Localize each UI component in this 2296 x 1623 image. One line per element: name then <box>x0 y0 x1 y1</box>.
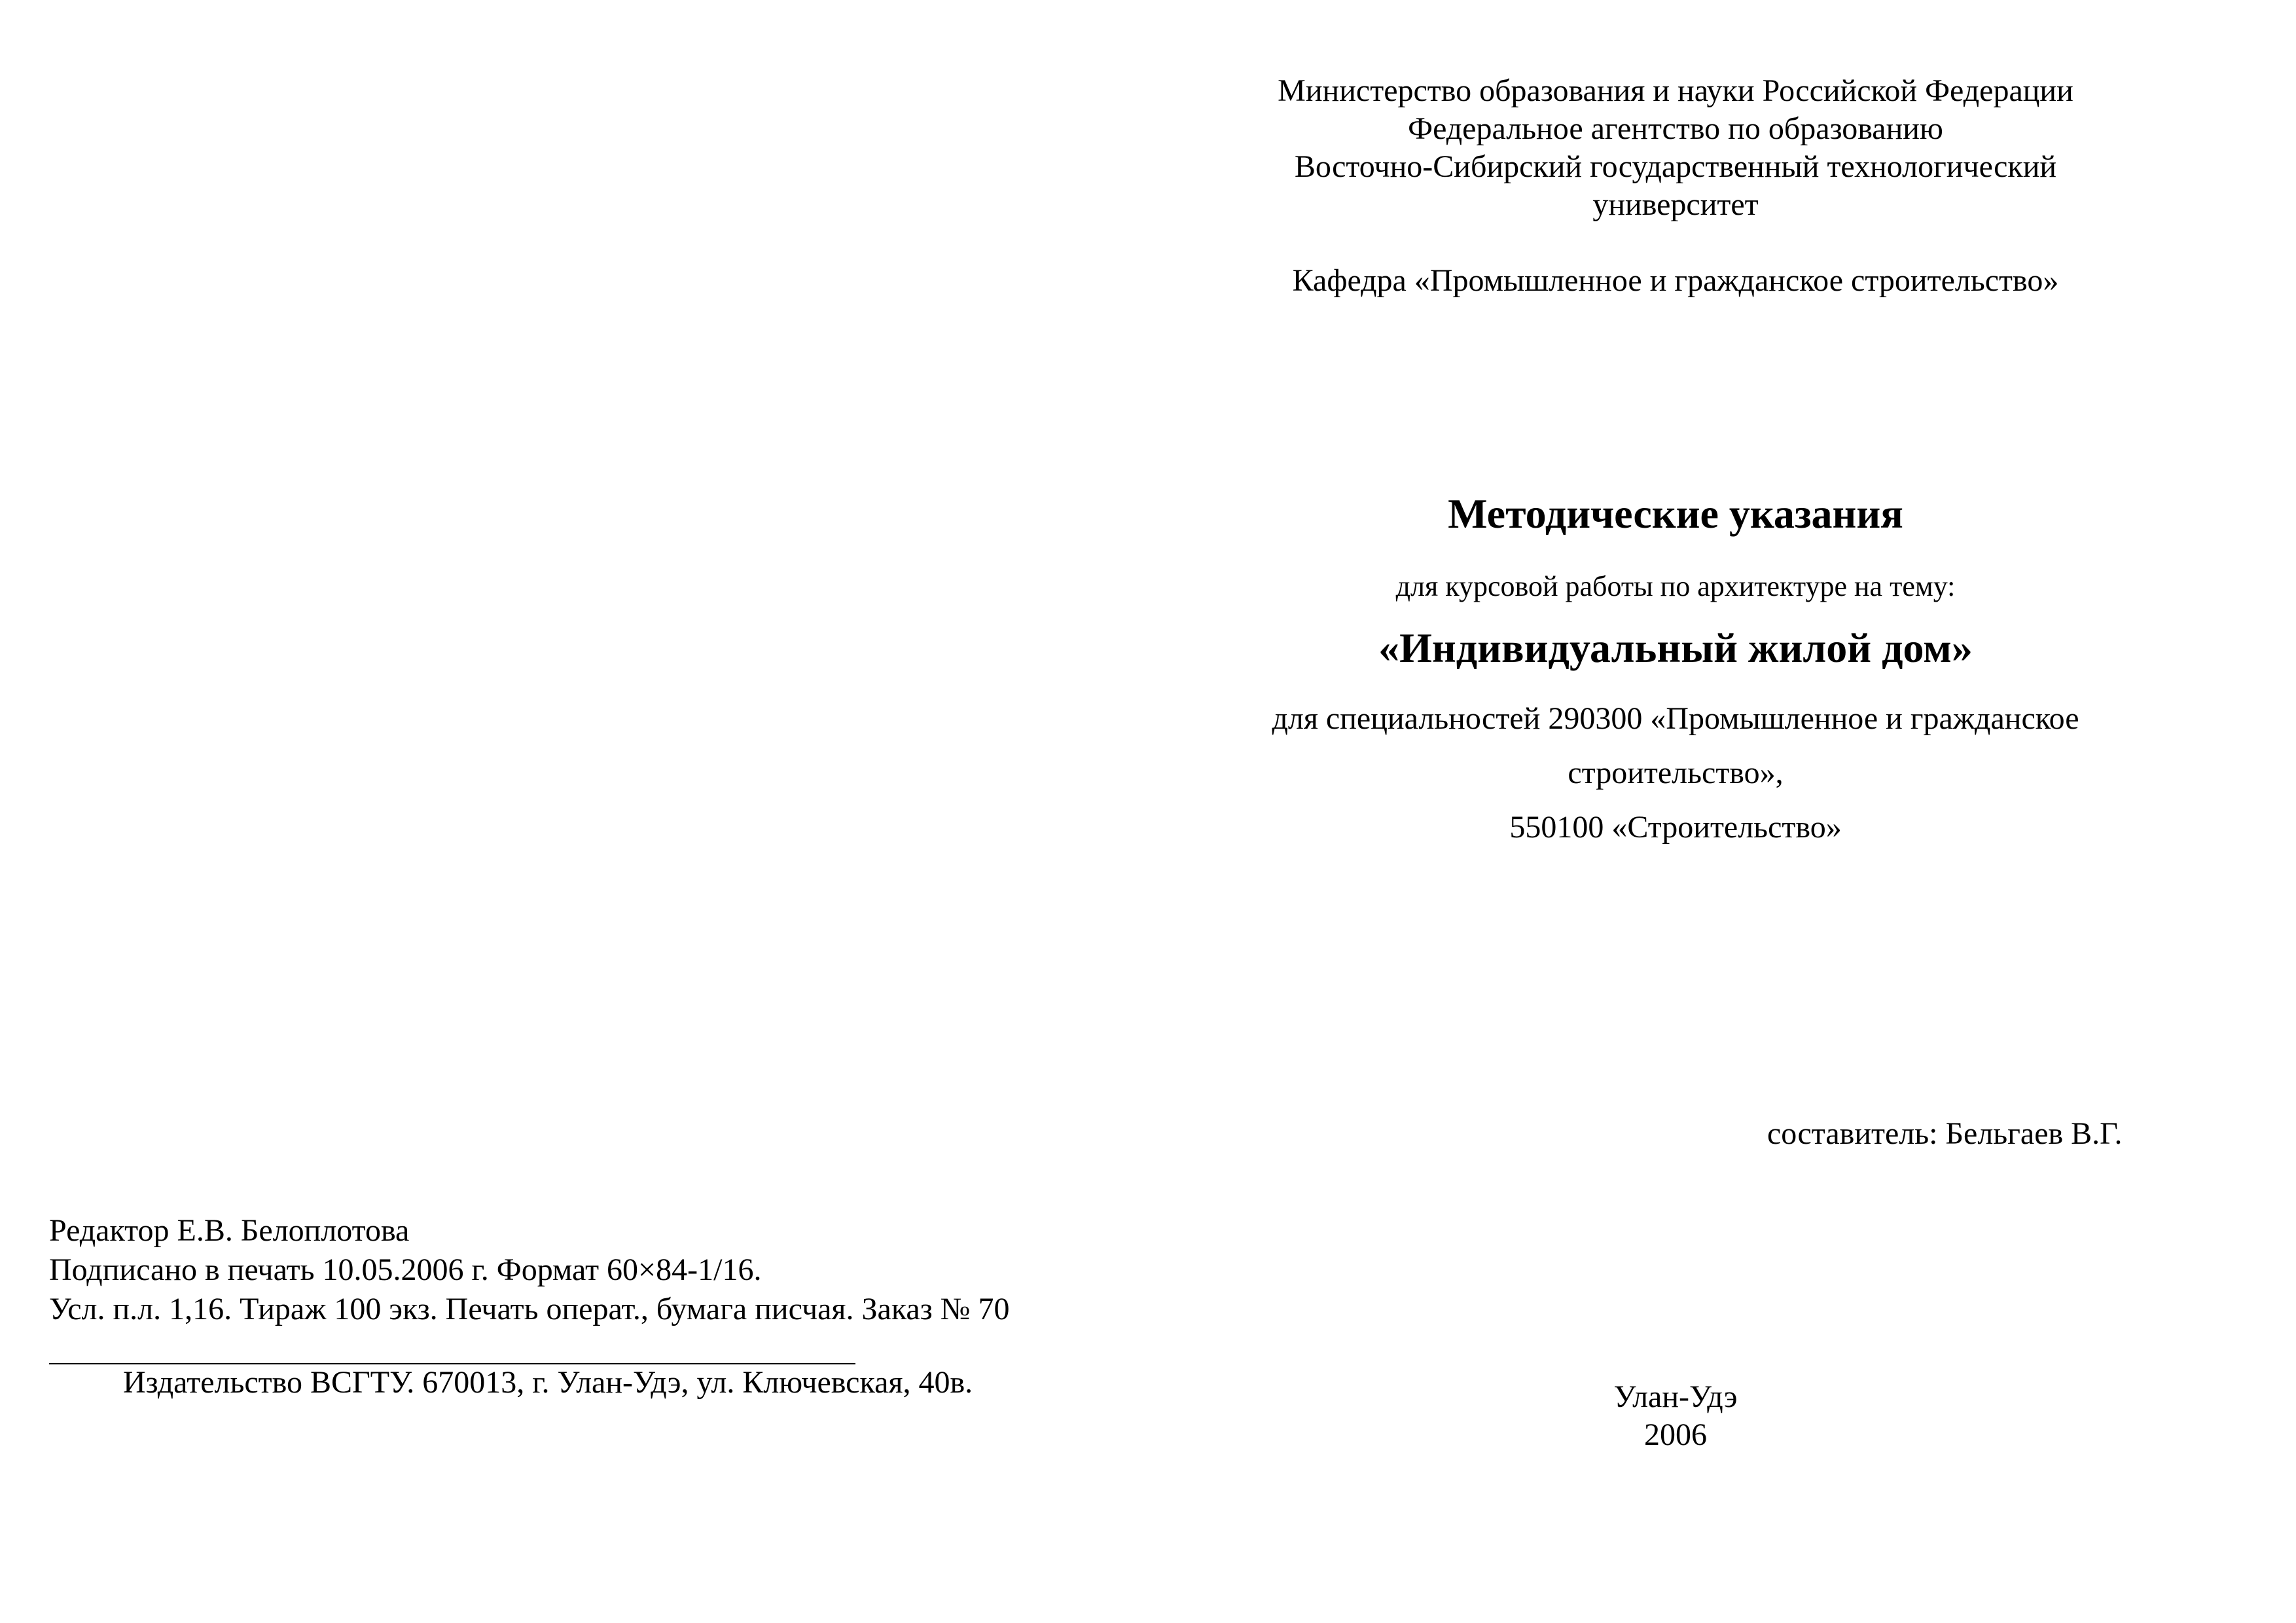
ministry-line: Министерство образования и науки Российской Федерации <box>1278 73 2073 108</box>
footer-block <box>1571 1378 1780 1454</box>
university-line-1: Восточно-Сибирский государственный технологический <box>1294 149 2057 184</box>
imprint-block <box>49 1211 1096 1329</box>
publisher-line: Издательство ВСГТУ. 670013, г. Улан-Удэ, ул. Ключевская, 40в. <box>123 1365 973 1400</box>
year-line: 2006 <box>1644 1417 1707 1452</box>
compiler-line: составитель: Бельгаев В.Г. <box>1767 1116 2123 1151</box>
document-title: Методические указания <box>1448 490 1903 537</box>
editor-line: Редактор Е.В. Белоплотова <box>49 1213 410 1248</box>
department-line: Кафедра «Промышленное и гражданское строительство» <box>1292 263 2059 298</box>
city-line: Улан-Удэ <box>1613 1379 1738 1414</box>
agency-line: Федеральное агентство по образованию <box>1408 111 1943 146</box>
specialties-line-3: 550100 «Строительство» <box>1509 810 1842 845</box>
university-line-2: университет <box>1592 187 1759 222</box>
signed-line: Подписано в печать 10.05.2006 г. Формат 60×84-1/16. <box>49 1252 762 1287</box>
specialties-line-2: строительство», <box>1568 756 1784 790</box>
specialties-line-1: для специальностей 290300 «Промышленное и гражданское <box>1272 701 2079 736</box>
document-topic: «Индивидуальный жилой дом» <box>1378 625 1973 671</box>
title-page-header <box>1244 72 2108 224</box>
document-subtitle: для курсовой работы по архитектуре на тему: <box>1395 570 1956 602</box>
print-details-line: Усл. п.л. 1,16. Тираж 100 экз. Печать операт., бумага писчая. Заказ № 70 <box>49 1292 1010 1326</box>
specialties-block <box>1230 699 2121 847</box>
